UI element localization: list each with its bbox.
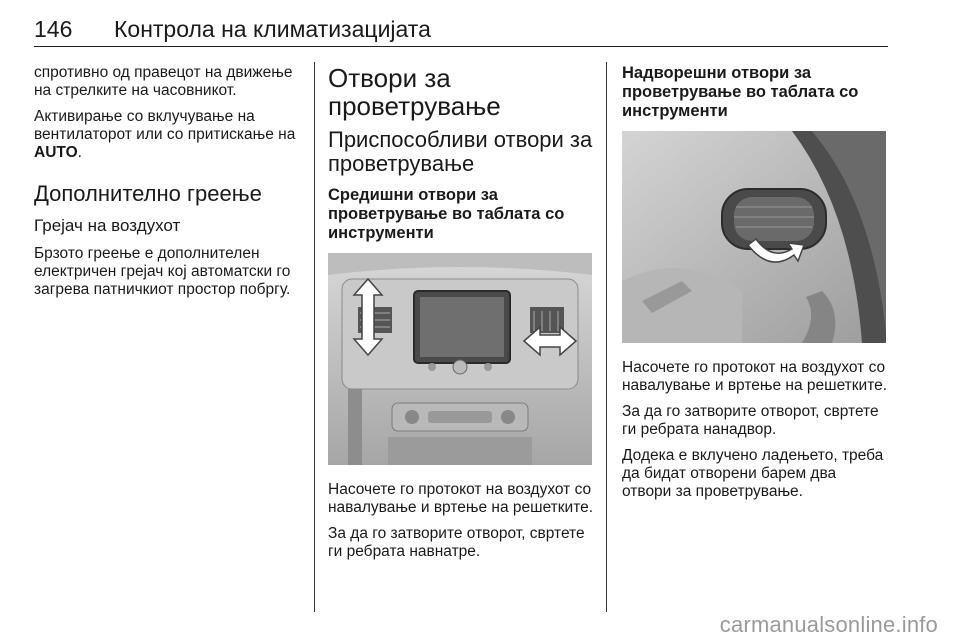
subheading-center-vents: Средишни отвори за проветрување во таблата со инструменти [328,186,565,242]
paragraph-close-vent-outer: За да го затворите отворот, свртете ги ребрата нанадвор. [622,403,879,438]
column-divider-1 [314,62,315,612]
page-number: 146 [34,16,73,42]
subheading-adjustable-vents: Приспособливи отвори за проветрување [328,127,593,176]
paragraph-air-heater: Брзото греење е дополнителен електричен грејач кој автоматски го загрева патничкиот простор побргу. [34,245,291,298]
auto-label: AUTO [34,144,78,161]
column-divider-2 [606,62,607,612]
subheading-air-heater: Грејач на воздухот [34,216,181,235]
paragraph-rotation: спротивно од правецот на движење на стрелките на часовникот. [34,64,293,99]
paragraph-close-vent: За да го затворите отворот, свртете ги ребрата навнатре. [328,525,585,560]
paragraph-cooling-note: Додека е вклучено ладењето, треба да бидат отворени барем два отвори за проветрување. [622,447,884,500]
page-title: Контрола на климатизацијата [114,16,431,42]
subheading-outer-vents: Надворешни отвори за проветрување во таблата со инструменти [622,64,859,120]
text-activation: Активирање со вклучување на вентилаторот или со притискање на [34,108,296,143]
paragraph-direct-airflow: Насочете го протокот на воздухот со навалување и вртење на решетките. [328,481,594,516]
center-vents-illustration [328,253,592,465]
column-3 [622,64,888,509]
outer-vent-illustration [622,131,886,343]
page-header [34,8,888,47]
heading-additional-heating: Дополнително греење [34,181,262,206]
watermark: carmanualsonline.info [719,612,938,637]
heading-vents: Отвори за проветрување [328,63,501,121]
paragraph-activation [34,108,306,162]
column-1 [34,64,306,307]
column-2 [328,64,594,569]
text-period: . [77,144,82,161]
paragraph-direct-airflow-outer: Насочете го протокот на воздухот со навалување и вртење на решетките. [622,359,888,394]
